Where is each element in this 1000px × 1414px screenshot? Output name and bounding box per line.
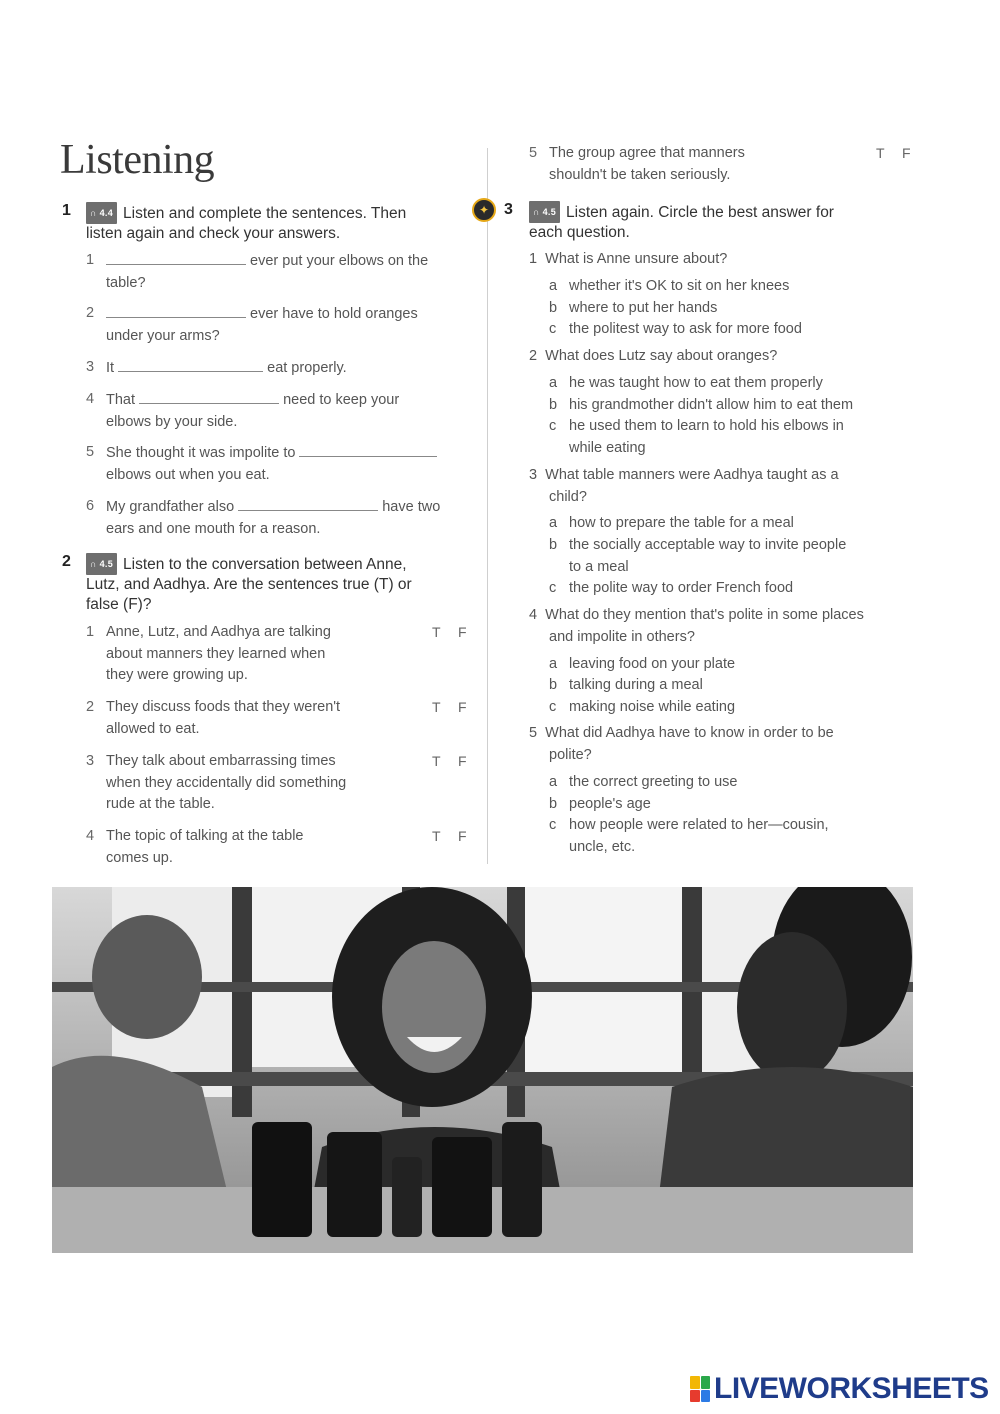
item-number: 6	[86, 498, 95, 514]
liveworksheets-logo	[690, 1372, 989, 1406]
answer-option[interactable]	[549, 319, 909, 341]
item-text: allowed to eat.	[106, 720, 200, 737]
item-number: 4	[86, 391, 95, 407]
false-option[interactable]: F	[458, 753, 467, 769]
false-option[interactable]: F	[902, 145, 911, 161]
gap-fill-item	[86, 357, 466, 379]
answer-blank[interactable]	[139, 389, 279, 404]
instruction-line: Listen again. Circle the best answer for	[566, 204, 834, 221]
item-text: elbows out when you eat.	[106, 466, 270, 483]
question-number: 2	[529, 348, 538, 364]
item-number: 1	[86, 252, 95, 268]
exercise-3-number: 3	[504, 201, 513, 218]
lightbulb-icon: ✦	[472, 198, 496, 222]
item-text: It	[106, 360, 115, 376]
item-number: 5	[529, 145, 538, 161]
true-option[interactable]: T	[432, 828, 441, 844]
item-text: need to keep your	[283, 392, 400, 408]
question-number: 5	[529, 725, 538, 741]
option-letter: a	[549, 278, 558, 294]
option-letter: a	[549, 375, 558, 391]
exercise-2-instruction	[86, 553, 486, 615]
option-letter: c	[549, 580, 557, 596]
true-false-choice	[432, 624, 484, 640]
option-text: he was taught how to eat them properly	[569, 375, 823, 391]
item-text: eat properly.	[267, 360, 347, 376]
option-letter: c	[549, 321, 557, 337]
item-text: That	[106, 392, 136, 408]
item-text: table?	[106, 274, 146, 291]
option-text: how to prepare the table for a meal	[569, 515, 794, 531]
answer-blank[interactable]	[238, 496, 378, 511]
item-text: The topic of talking at the table	[106, 828, 304, 844]
answer-option[interactable]	[549, 697, 909, 719]
option-letter: a	[549, 515, 558, 531]
item-number: 4	[86, 828, 95, 844]
headphones-icon[interactable]: ∩ 4.4	[86, 202, 117, 224]
option-text: the polite way to order French food	[569, 580, 794, 596]
answer-option[interactable]	[549, 513, 909, 535]
item-text: They talk about embarrassing times	[106, 753, 336, 769]
item-number: 3	[86, 359, 95, 375]
item-text: ever have to hold oranges	[250, 306, 418, 322]
gap-fill-item	[86, 442, 476, 486]
column-divider	[487, 148, 488, 864]
item-text: My grandfather also	[106, 499, 235, 515]
option-letter: b	[549, 537, 558, 553]
item-number: 2	[86, 305, 95, 321]
true-false-item	[86, 826, 386, 870]
gap-fill-item	[86, 250, 466, 294]
true-false-choice	[432, 699, 484, 715]
headphones-icon[interactable]: ∩ 4.5	[529, 201, 560, 223]
item-number: 1	[86, 624, 95, 640]
answer-option[interactable]	[549, 815, 909, 859]
true-false-choice	[432, 753, 484, 769]
question-text: What is Anne unsure about?	[545, 251, 728, 267]
question-text: What did Aadhya have to know in order to be	[545, 725, 834, 741]
item-text: shouldn't be taken seriously.	[549, 166, 731, 183]
true-false-item	[529, 143, 829, 187]
item-text: rude at the table.	[106, 796, 215, 812]
option-letter: a	[549, 656, 558, 672]
item-text: about manners they learned when	[106, 645, 326, 662]
answer-blank[interactable]	[106, 250, 246, 265]
instruction-line: Lutz, and Aadhya. Are the sentences true (T) or	[86, 576, 412, 593]
true-false-item	[86, 697, 386, 741]
item-text: they were growing up.	[106, 667, 248, 683]
instruction-line: Listen and complete the sentences. Then	[123, 205, 407, 222]
item-text: elbows by your side.	[106, 413, 238, 430]
option-text: while eating	[569, 439, 646, 456]
item-number: 3	[86, 753, 95, 769]
option-text: the politest way to ask for more food	[569, 321, 802, 337]
true-false-item	[86, 622, 386, 688]
gap-fill-item	[86, 303, 466, 347]
item-text: They discuss foods that they weren't	[106, 699, 341, 715]
true-option[interactable]: T	[432, 753, 441, 769]
option-text: talking during a meal	[569, 677, 703, 693]
option-text: leaving food on your plate	[569, 656, 736, 672]
option-letter: c	[549, 418, 557, 434]
item-text: Anne, Lutz, and Aadhya are talking	[106, 624, 331, 640]
answer-blank[interactable]	[106, 303, 246, 318]
option-letter: b	[549, 397, 558, 413]
exercise-1-number: 1	[62, 202, 71, 219]
question-text: polite?	[549, 746, 592, 763]
option-text: he used them to learn to hold his elbows in	[569, 418, 844, 434]
answer-blank[interactable]	[118, 357, 263, 372]
audio-track-label: 4.5	[542, 207, 557, 217]
answer-option[interactable]	[549, 395, 909, 417]
exercise-1-instruction	[86, 202, 476, 244]
item-number: 5	[86, 444, 95, 460]
answer-option[interactable]	[549, 373, 909, 395]
headphones-icon[interactable]: ∩ 4.5	[86, 553, 117, 575]
option-text: the socially acceptable way to invite people	[569, 537, 847, 553]
answer-option[interactable]	[549, 276, 909, 298]
option-text: where to put her hands	[569, 300, 718, 316]
option-text: whether it's OK to sit on her knees	[569, 278, 790, 294]
question	[529, 723, 909, 766]
gap-fill-item	[86, 496, 476, 540]
option-letter: b	[549, 677, 558, 693]
logo-text: LIVEWORKSHEETS	[714, 1372, 989, 1405]
option-text: the correct greeting to use	[569, 774, 738, 790]
instruction-line: Listen to the conversation between Anne,	[123, 556, 407, 573]
item-text: ever put your elbows on the	[250, 253, 429, 269]
question-text: child?	[549, 488, 587, 505]
true-option[interactable]: T	[432, 699, 441, 715]
option-text: making noise while eating	[569, 699, 736, 715]
true-false-choice	[432, 828, 484, 844]
gap-fill-item	[86, 389, 466, 433]
answer-option[interactable]	[549, 578, 909, 600]
exercise-3-instruction	[529, 201, 929, 243]
question-number: 4	[529, 607, 538, 623]
option-text: how people were related to her—cousin,	[569, 817, 829, 833]
option-letter: b	[549, 300, 558, 316]
answer-option[interactable]	[549, 654, 909, 676]
logo-mark-icon	[690, 1376, 710, 1402]
item-text: under your arms?	[106, 327, 220, 344]
question	[529, 465, 909, 508]
instruction-line: listen again and check your answers.	[86, 225, 341, 242]
answer-option[interactable]	[549, 794, 909, 816]
answer-option[interactable]	[549, 772, 909, 794]
item-number: 2	[86, 699, 95, 715]
answer-blank[interactable]	[299, 442, 437, 457]
option-letter: a	[549, 774, 558, 790]
question-text: What does Lutz say about oranges?	[545, 348, 778, 364]
question	[529, 346, 909, 368]
page-title: Listening	[60, 137, 215, 183]
false-option[interactable]: F	[458, 699, 467, 715]
answer-option[interactable]	[549, 675, 909, 697]
true-false-choice	[876, 145, 928, 161]
option-text: to a meal	[569, 558, 629, 575]
item-text: ears and one mouth for a reason.	[106, 520, 321, 537]
instruction-line: each question.	[529, 224, 630, 241]
question-number: 1	[529, 251, 538, 267]
question-text: What do they mention that's polite in some places	[545, 607, 864, 623]
option-text: uncle, etc.	[569, 838, 636, 855]
question	[529, 605, 919, 648]
question-text: What table manners were Aadhya taught as a	[545, 467, 839, 483]
item-text: when they accidentally did something	[106, 774, 347, 791]
question-text: and impolite in others?	[549, 628, 695, 645]
false-option[interactable]: F	[458, 624, 467, 640]
answer-option[interactable]	[549, 535, 909, 579]
option-letter: c	[549, 699, 557, 715]
answer-option[interactable]	[549, 416, 909, 460]
true-option[interactable]: T	[876, 145, 885, 161]
item-text: have two	[382, 499, 441, 515]
false-option[interactable]: F	[458, 828, 467, 844]
item-text: comes up.	[106, 849, 173, 866]
audio-track-label: 4.5	[99, 559, 114, 569]
item-text: She thought it was impolite to	[106, 445, 296, 461]
option-letter: b	[549, 796, 558, 812]
question	[529, 249, 909, 271]
option-letter: c	[549, 817, 557, 833]
photo-friends-dining	[52, 887, 913, 1253]
exercise-2-number: 2	[62, 553, 71, 570]
option-text: his grandmother didn't allow him to eat them	[569, 397, 854, 413]
instruction-line: false (F)?	[86, 596, 152, 613]
true-option[interactable]: T	[432, 624, 441, 640]
audio-track-label: 4.4	[99, 208, 114, 218]
true-false-item	[86, 751, 386, 817]
option-text: people's age	[569, 796, 651, 812]
item-text: The group agree that manners	[549, 145, 745, 161]
question-number: 3	[529, 467, 538, 483]
answer-option[interactable]	[549, 298, 909, 320]
